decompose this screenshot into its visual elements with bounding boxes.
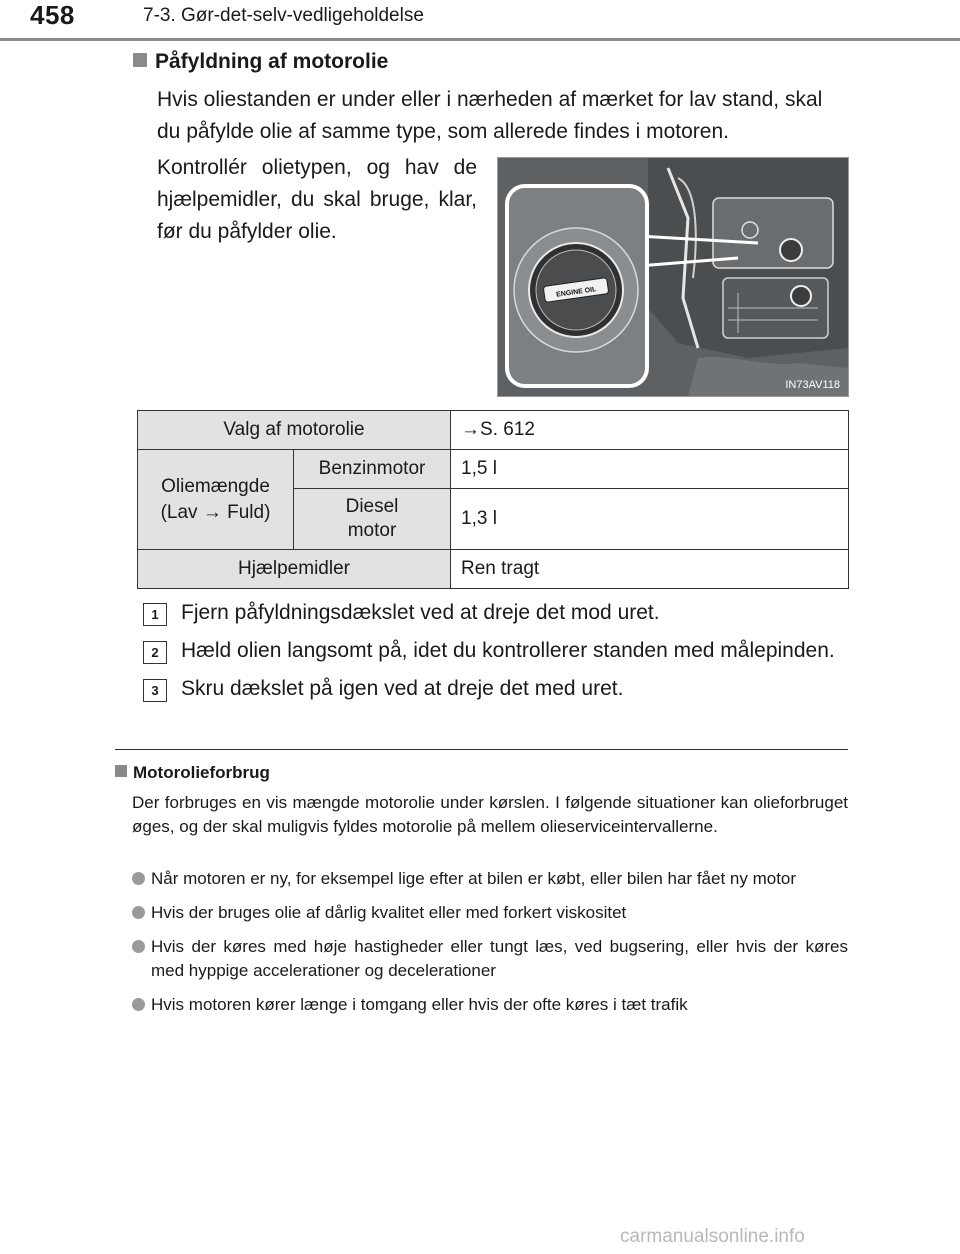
- diesel-engine-value: 1,3 l: [451, 489, 849, 550]
- oil-type-ref: S. 612: [480, 419, 535, 440]
- list-item: [132, 867, 848, 891]
- list-item-text: Hvis der bruges olie af dårlig kvalitet eller med forkert viskositet: [151, 903, 627, 922]
- preparation-text: Kontrollér olietypen, og hav de hjælpemidler, du skal bruge, klar, før du påfylder olie.: [157, 156, 477, 243]
- diesel-label-line2: motor: [347, 520, 397, 541]
- bullet-dot-icon: [132, 872, 145, 885]
- chapter-title: 7-3. Gør-det-selv-vedligeholdelse: [143, 5, 424, 26]
- note-square-icon: [115, 765, 127, 777]
- step-3: [143, 673, 848, 705]
- list-item-text: Hvis der køres med høje hastigheder eller tungt læs, ved bugsering, eller hvis der køres med hyppige accelerationer og decelerationer: [151, 937, 848, 980]
- list-item: [132, 901, 848, 925]
- table-row: [138, 450, 849, 489]
- header-divider: [0, 38, 960, 41]
- note-title: [115, 763, 270, 783]
- oil-type-label: Valg af motorolie: [138, 411, 451, 450]
- list-item-text: Når motoren er ny, for eksempel lige efter at bilen er købt, eller bilen har fået ny motor: [151, 869, 797, 888]
- tools-value: Ren tragt: [451, 550, 849, 589]
- oil-quantity-label-full: Fuld): [221, 501, 271, 523]
- step-number-box: 1: [143, 603, 167, 626]
- page-number: 458: [30, 0, 75, 30]
- page-header: [0, 0, 960, 40]
- oil-quantity-label-line1: Oliemængde: [161, 475, 270, 497]
- arrow-icon: →: [461, 419, 481, 440]
- step-1: [143, 597, 848, 629]
- petrol-engine-label: Benzinmotor: [294, 450, 451, 489]
- tools-label: Hjælpemidler: [138, 550, 451, 589]
- engine-oil-cap-illustration: [497, 157, 849, 397]
- bullet-dot-icon: [132, 906, 145, 919]
- step-text: Hæld olien langsomt på, idet du kontrollerer standen med målepinden.: [181, 639, 835, 662]
- list-item: [132, 993, 848, 1017]
- list-item-text: Hvis motoren kører længe i tomgang eller hvis der ofte køres i tæt trafik: [151, 995, 688, 1014]
- section-divider: [115, 749, 848, 750]
- section-title: [133, 50, 388, 74]
- section-square-icon: [133, 53, 147, 67]
- step-number-box: 3: [143, 679, 167, 702]
- step-text: Skru dækslet på igen ved at dreje det med uret.: [181, 677, 624, 700]
- step-text: Fjern påfyldningsdækslet ved at dreje det mod uret.: [181, 601, 660, 624]
- watermark: carmanualsonline.info: [620, 1226, 805, 1247]
- oil-type-value: [451, 411, 849, 450]
- table-row: [138, 550, 849, 589]
- petrol-engine-value: 1,5 l: [451, 450, 849, 489]
- list-item: [132, 935, 848, 983]
- procedure-steps: [143, 597, 848, 711]
- bullet-dot-icon: [132, 998, 145, 1011]
- diesel-label-line1: Diesel: [345, 496, 399, 517]
- cap-label: ENGINE OIL: [555, 286, 597, 299]
- oil-quantity-label: [138, 450, 294, 550]
- consumption-factors-list: [132, 867, 848, 1027]
- oil-quantity-label-low: (Lav: [160, 501, 203, 523]
- note-title-text: Motorolieforbrug: [133, 763, 270, 782]
- step-number-box: 2: [143, 641, 167, 664]
- figure-code: IN73AV118: [785, 379, 840, 391]
- step-2: [143, 635, 848, 667]
- diesel-engine-label: [294, 489, 451, 550]
- note-body: Der forbruges en vis mængde motorolie under kørslen. I følgende situationer kan olieforbruget øges, og der skal muligvis fyldes motorolie på mellem olieserviceintervallerne.: [132, 793, 848, 836]
- bullet-dot-icon: [132, 940, 145, 953]
- table-row: [138, 411, 849, 450]
- section-title-text: Påfyldning af motorolie: [155, 50, 389, 73]
- engine-bay-drawing: [498, 158, 848, 396]
- arrow-icon: →: [202, 501, 222, 523]
- oil-spec-table: [137, 410, 849, 589]
- section-intro: Hvis oliestanden er under eller i nærheden af mærket for lav stand, skal du påfylde olie af samme type, som allerede findes i motoren.: [157, 88, 823, 143]
